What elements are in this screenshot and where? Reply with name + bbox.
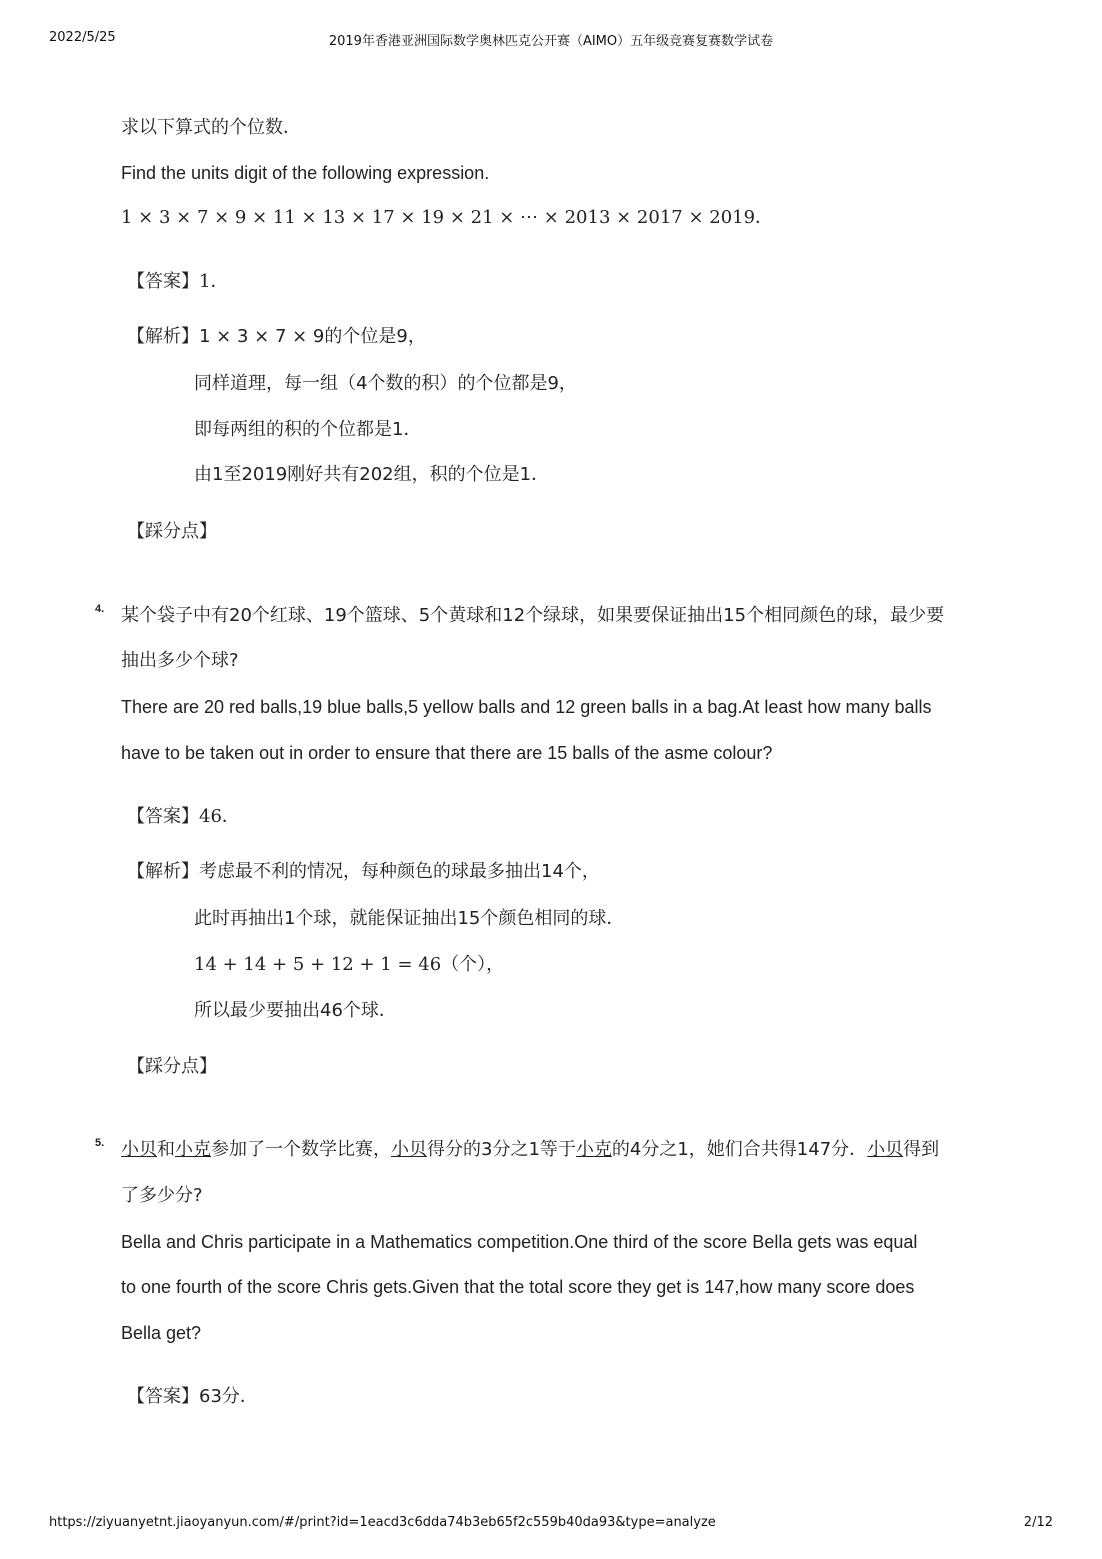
text-fragment: 的4分之1，她们合共得147分． xyxy=(611,1139,868,1160)
name-bella: 小贝 xyxy=(867,1139,904,1160)
q4-english-line: have to be taken out in order to ensure that there are 15 balls of the asme colour? xyxy=(121,743,773,763)
q4-scoring-points: 【踩分点】 xyxy=(127,1056,217,1077)
name-chris: 小克 xyxy=(175,1139,211,1160)
answer-label: 【答案】 xyxy=(127,806,199,827)
q5-english-line: Bella and Chris participate in a Mathematics competition.One third of the score Bella gets was equal xyxy=(121,1232,918,1252)
text-fragment: 参加了一个数学比赛， xyxy=(211,1139,391,1160)
question-number: 4. xyxy=(95,603,105,615)
q4-chinese-line: 某个袋子中有20个红球、19个篮球、5个黄球和12个绿球，如果要保证抽出15个相同颜色的球，最少要 xyxy=(121,605,945,626)
analysis-line: 1 × 3 × 7 × 9的个位是9， xyxy=(199,326,426,347)
answer-value: 46． xyxy=(199,806,240,827)
analysis-line: 此时再抽出1个球，就能保证抽出15个颜色相同的球． xyxy=(194,908,625,929)
answer-value: 1． xyxy=(199,271,229,292)
name-chris: 小克 xyxy=(575,1139,612,1160)
analysis-line: 所以最少要抽出46个球． xyxy=(194,1000,397,1021)
q4-english-line: There are 20 red balls,19 blue balls,5 yellow balls and 12 green balls in a bag.At least how many balls xyxy=(121,697,932,717)
analysis-line: 由1至2019刚好共有202组，积的个位是1． xyxy=(194,464,550,485)
text-fragment: 和 xyxy=(157,1139,175,1160)
q3-chinese-prompt: 求以下算式的个位数． xyxy=(121,117,301,138)
document-title: 2019年香港亚洲国际数学奥林匹克公开赛（AIMO）五年级竞赛复赛数学试卷 xyxy=(328,34,774,49)
q3-analysis xyxy=(127,325,426,349)
print-date: 2022/5/25 xyxy=(49,30,116,45)
q5-chinese-line xyxy=(121,1138,939,1162)
analysis-line: 考虑最不利的情况，每种颜色的球最多抽出14个， xyxy=(199,861,600,882)
q3-english-prompt: Find the units digit of the following expression. xyxy=(121,163,490,183)
q3-scoring-points: 【踩分点】 xyxy=(127,521,217,542)
answer-label: 【答案】 xyxy=(127,1386,199,1407)
name-bella: 小贝 xyxy=(121,1139,157,1160)
analysis-line: 即每两组的积的个位都是1． xyxy=(194,419,422,440)
page-number: 2/12 xyxy=(1023,1515,1053,1530)
q5-english-line: to one fourth of the score Chris gets.Given that the total score they get is 147,how many score does xyxy=(121,1277,915,1297)
text-fragment: 得到 xyxy=(903,1139,940,1160)
answer-label: 【答案】 xyxy=(127,271,199,292)
q3-expression: 1 × 3 × 7 × 9 × 11 × 13 × 17 × 19 × 21 × ⋯ × 2013 × 2017 × 2019． xyxy=(121,207,774,228)
answer-value: 63分． xyxy=(199,1386,258,1407)
source-url: https://ziyuanyetnt.jiaoyanyun.com/#/print?id=1eacd3c6dda74b3eb65f2c559b40da93&type=analyze xyxy=(49,1515,716,1530)
analysis-line: 同样道理，每一组（4个数的积）的个位都是9， xyxy=(194,373,577,394)
q3-answer xyxy=(127,270,228,294)
q4-answer xyxy=(127,805,240,829)
analysis-label: 【解析】 xyxy=(127,326,199,347)
q4-analysis xyxy=(127,860,600,884)
text-fragment: 得分的3分之1等于 xyxy=(427,1139,576,1160)
analysis-line: 14 + 14 + 5 + 12 + 1 = 46（个）， xyxy=(194,954,505,975)
question-number: 5. xyxy=(95,1137,105,1149)
name-bella: 小贝 xyxy=(391,1139,427,1160)
q5-english-line: Bella get? xyxy=(121,1323,202,1343)
q5-chinese-line: 了多少分? xyxy=(121,1185,203,1206)
analysis-label: 【解析】 xyxy=(127,861,199,882)
q5-answer xyxy=(127,1385,258,1409)
q4-chinese-line: 抽出多少个球? xyxy=(121,650,239,671)
